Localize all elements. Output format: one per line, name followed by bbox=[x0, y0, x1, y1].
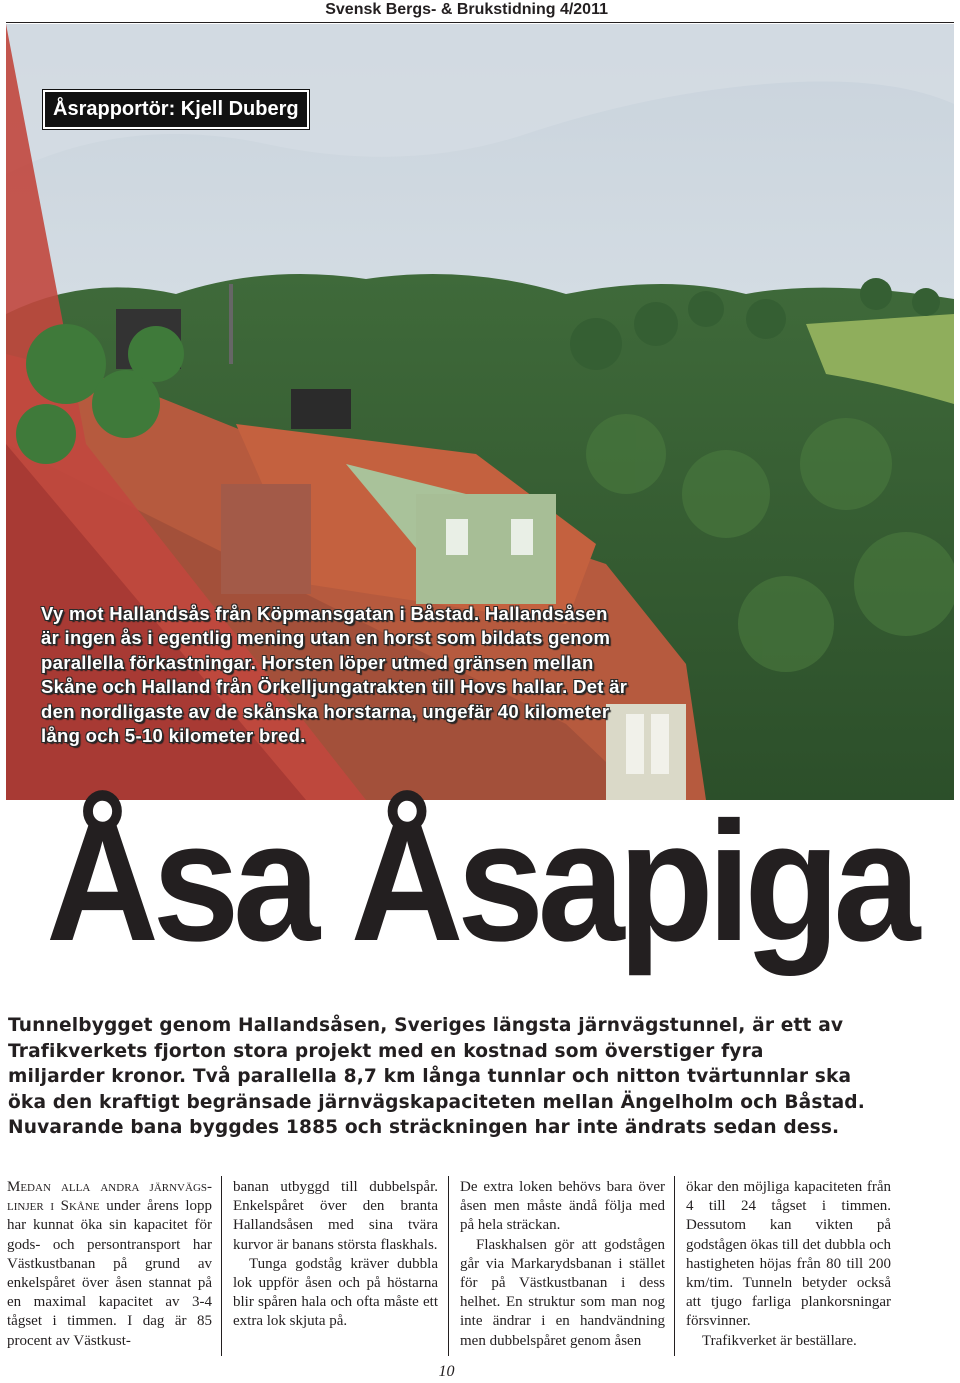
column-2-paragraph-2: Tunga godståg kräver dubbla lok uppför åsen och på höstarna blir spåren hala och ofta måste ett extra lok skjuta på. bbox=[233, 1255, 438, 1330]
column-4-paragraph-1: ökar den möjliga kapaciteten från 4 till 24 tågset i timmen. Dessutom kan vikten på godstågen ökas till det dubbla och hastigheten höjas från 80 till 200 km/tim. Tunneln betyder också att tjugo farliga plankorsningar försvinner. bbox=[686, 1179, 891, 1330]
running-head: Svensk Bergs- & Brukstidning 4/2011 bbox=[325, 1, 608, 18]
page-number: 10 bbox=[438, 1363, 455, 1380]
column-rule bbox=[674, 1176, 675, 1356]
body-column-4 bbox=[686, 1178, 891, 1352]
photo-byline: Åsrapportör: Kjell Duberg bbox=[43, 90, 309, 129]
lead-paragraph: Tunnelbygget genom Hallandsåsen, Sveriges längsta järnvägstunnel, är ett av Trafikverkets fjorton stora projekt med en kostnad som överstiger fyra miljarder kronor. Två parallella 8,7 km långa tunnlar och nitton tvärtunnlar ska öka den kraftigt begränsade järnvägskapaciteten mellan Ängelholm och Båstad. Nuvarande bana byggdes 1885 och sträckningen har inte ändrats sedan dess. bbox=[8, 1015, 865, 1138]
column-2-paragraph-1: banan utbyggd till dubbelspår. Enkelspåret över den branta Hallandsåsen med sina tvära kurvor är banans största flaskhals. bbox=[233, 1179, 438, 1253]
opening-smallcaps: Medan alla andra järnvägs-linjer i Skåne bbox=[7, 1179, 212, 1215]
body-column-3 bbox=[460, 1178, 665, 1352]
body-column-2 bbox=[233, 1178, 438, 1352]
body-column-1 bbox=[7, 1178, 212, 1352]
photo-caption: Vy mot Hallandsås från Köpmansgatan i Båstad. Hallandsåsen är ingen ås i egentlig mening utan en horst som bildats genom parallella förkastningar. Horsten löper utmed gränsen mellan Skåne och Halland från Örkelljungatrakten till Hovs hallar. Det är den nordligaste av de skånska horstarna, ungefär 40 kilometer lång och 5-10 kilometer bred. bbox=[41, 603, 628, 747]
headline: Åsa Åsapiga bbox=[46, 787, 914, 977]
header-rule bbox=[6, 22, 954, 23]
column-rule bbox=[448, 1176, 449, 1356]
column-1-text: under årens lopp har kunnat öka sin kapacitet för gods- och persontransport har Västkustbanan på grund av enkelspåret över åsen stannat på en maximal kapacitet av 3-4 tågset i timmen. I dag är 85 procent av Västkust- bbox=[7, 1198, 212, 1349]
column-3-paragraph-2: Flaskhalsen gör att godstågen går via Markarydsbanan i stället för på Västkustbanan i dess helhet. En struktur som man nog inte ändrar i en handvändning men dubbelspåret genom åsen bbox=[460, 1236, 665, 1349]
landscape-photo bbox=[6, 24, 954, 800]
column-4-paragraph-2: Trafikverket är beställare. bbox=[702, 1332, 857, 1349]
column-3-paragraph-1: De extra loken behövs bara över åsen men måste ändå följa med på hela sträckan. bbox=[460, 1179, 665, 1234]
column-rule bbox=[221, 1176, 222, 1356]
